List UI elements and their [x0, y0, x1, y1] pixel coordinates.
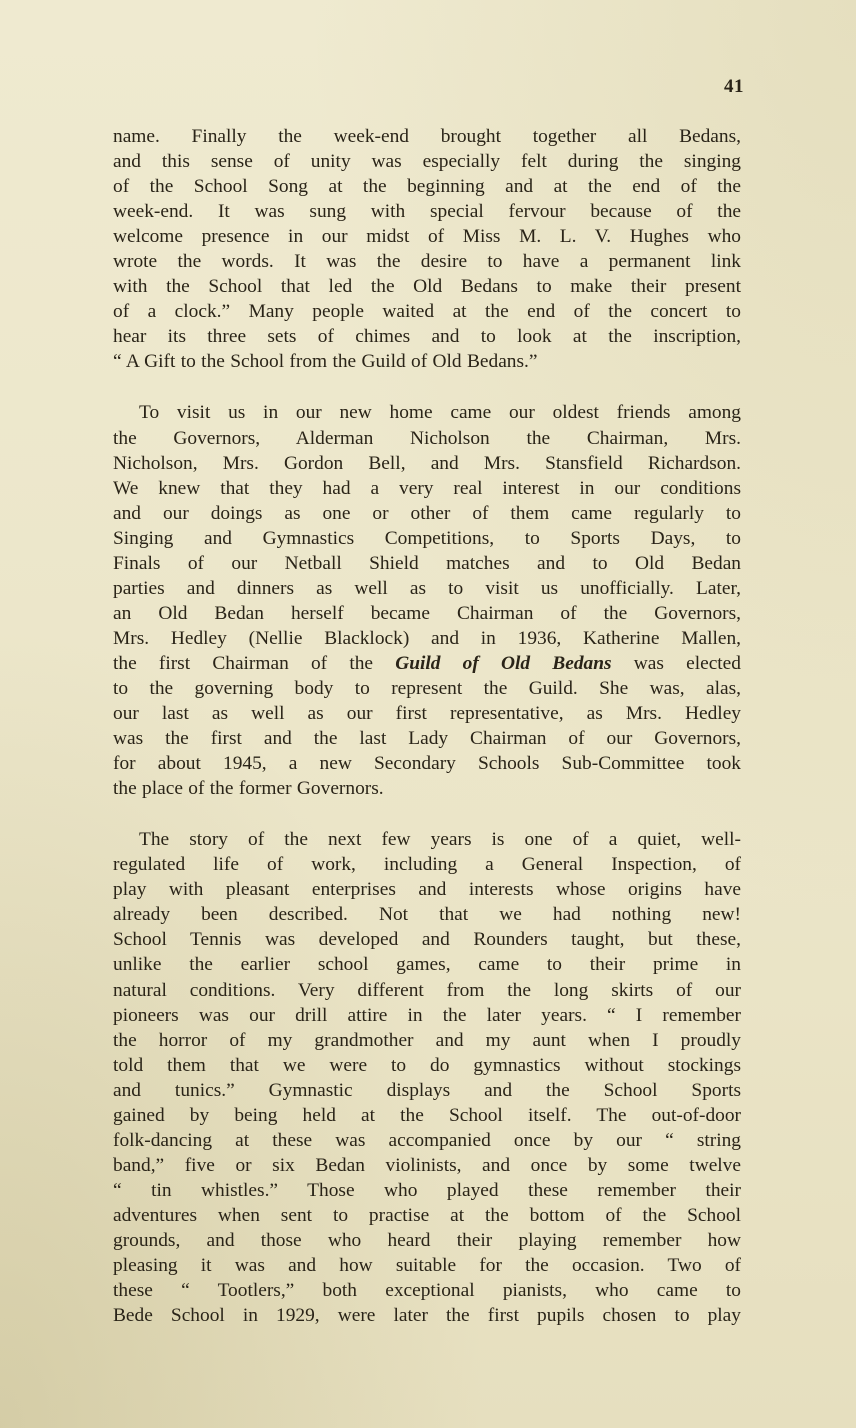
text-line: gained by being held at the School itself. The out-of-door [113, 1104, 741, 1126]
text-line: School Tennis was developed and Rounders taught, but these, [113, 929, 741, 951]
paragraph-1 [113, 124, 741, 374]
text-line: regulated life of work, including a General Inspection, of [113, 854, 741, 876]
text-line: wrote the words. It was the desire to have a permanent link [113, 251, 741, 273]
text-line: “ tin whistles.” Those who played these remember their [113, 1179, 741, 1201]
text-line: natural conditions. Very different from the long skirts of our [113, 979, 741, 1001]
body-text [113, 124, 741, 1328]
text-line: pleasing it was and how suitable for the occasion. Two of [113, 1255, 741, 1277]
text-line: these “ Tootlers,” both exceptional pianists, who came to [113, 1280, 741, 1302]
text-line: Mrs. Hedley (Nellie Blacklock) and in 1936, Katherine Mallen, [113, 627, 741, 649]
text-line: for about 1945, a new Secondary Schools Sub-Committee took [113, 753, 741, 775]
text-line: welcome presence in our midst of Miss M. L. V. Hughes who [113, 226, 741, 248]
text-line: the horror of my grandmother and my aunt when I proudly [113, 1029, 741, 1051]
text-line: unlike the earlier school games, came to their prime in [113, 954, 741, 976]
text-line: pioneers was our drill attire in the later years. “ I remember [113, 1004, 741, 1026]
page-number: 41 [724, 76, 744, 97]
text-line: already been described. Not that we had nothing new! [113, 904, 741, 926]
text-line: was the first and the last Lady Chairman of our Governors, [113, 728, 741, 750]
text-line: the place of the former Governors. [113, 778, 384, 800]
text-line: week-end. It was sung with special fervour because of the [113, 201, 741, 223]
text-line: and our doings as one or other of them came regularly to [113, 502, 741, 524]
text-line: and tunics.” Gymnastic displays and the School Sports [113, 1079, 741, 1101]
text-line: the Governors, Alderman Nicholson the Chairman, Mrs. [113, 427, 741, 449]
text-line: name. Finally the week-end brought together all Bedans, [113, 126, 741, 147]
text-segment: was elected [611, 652, 741, 674]
text-line: with the School that led the Old Bedans to make their present [113, 276, 741, 298]
text-line: We knew that they had a very real interest in our conditions [113, 477, 741, 499]
text-line: hear its three sets of chimes and to look at the inscription, [113, 326, 741, 348]
text-line: band,” five or six Bedan violinists, and once by some twelve [113, 1154, 741, 1176]
text-line: The story of the next few years is one of a quiet, well- [139, 829, 741, 851]
text-line: Bede School in 1929, were later the first pupils chosen to play [113, 1305, 741, 1327]
text-line: Nicholson, Mrs. Gordon Bell, and Mrs. Stansfield Richardson. [113, 452, 741, 474]
text-line: of the School Song at the beginning and at the end of the [113, 176, 741, 198]
text-line: folk-dancing at these was accompanied once by our “ string [113, 1129, 741, 1151]
text-segment: the first Chairman of the [113, 652, 396, 674]
paragraph-3 [113, 827, 741, 1328]
text-line: “ A Gift to the School from the Guild of Old Bedans.” [113, 351, 538, 373]
text-line-with-guild-title [113, 651, 741, 676]
text-line: of a clock.” Many people waited at the end of the concert to [113, 301, 741, 323]
text-line: adventures when sent to practise at the bottom of the School [113, 1204, 741, 1226]
text-line: grounds, and those who heard their playing remember how [113, 1229, 741, 1251]
text-line: Singing and Gymnastics Competitions, to Sports Days, to [113, 527, 741, 549]
text-line: parties and dinners as well as to visit us unofficially. Later, [113, 577, 741, 599]
text-line: to the governing body to represent the Guild. She was, alas, [113, 677, 741, 699]
text-line: Finals of our Netball Shield matches and to Old Bedan [113, 552, 741, 574]
paragraph-2 [113, 400, 741, 801]
text-line: told them that we were to do gymnastics without stockings [113, 1054, 741, 1076]
text-line: an Old Bedan herself became Chairman of the Governors, [113, 602, 741, 624]
text-line: our last as well as our first representative, as Mrs. Hedley [113, 703, 741, 725]
text-line: and this sense of unity was especially felt during the singing [113, 151, 741, 173]
text-line: To visit us in our new home came our oldest friends among [139, 402, 741, 424]
text-line: play with pleasant enterprises and interests whose origins have [113, 879, 741, 901]
guild-title: Guild of Old Bedans [395, 652, 612, 674]
